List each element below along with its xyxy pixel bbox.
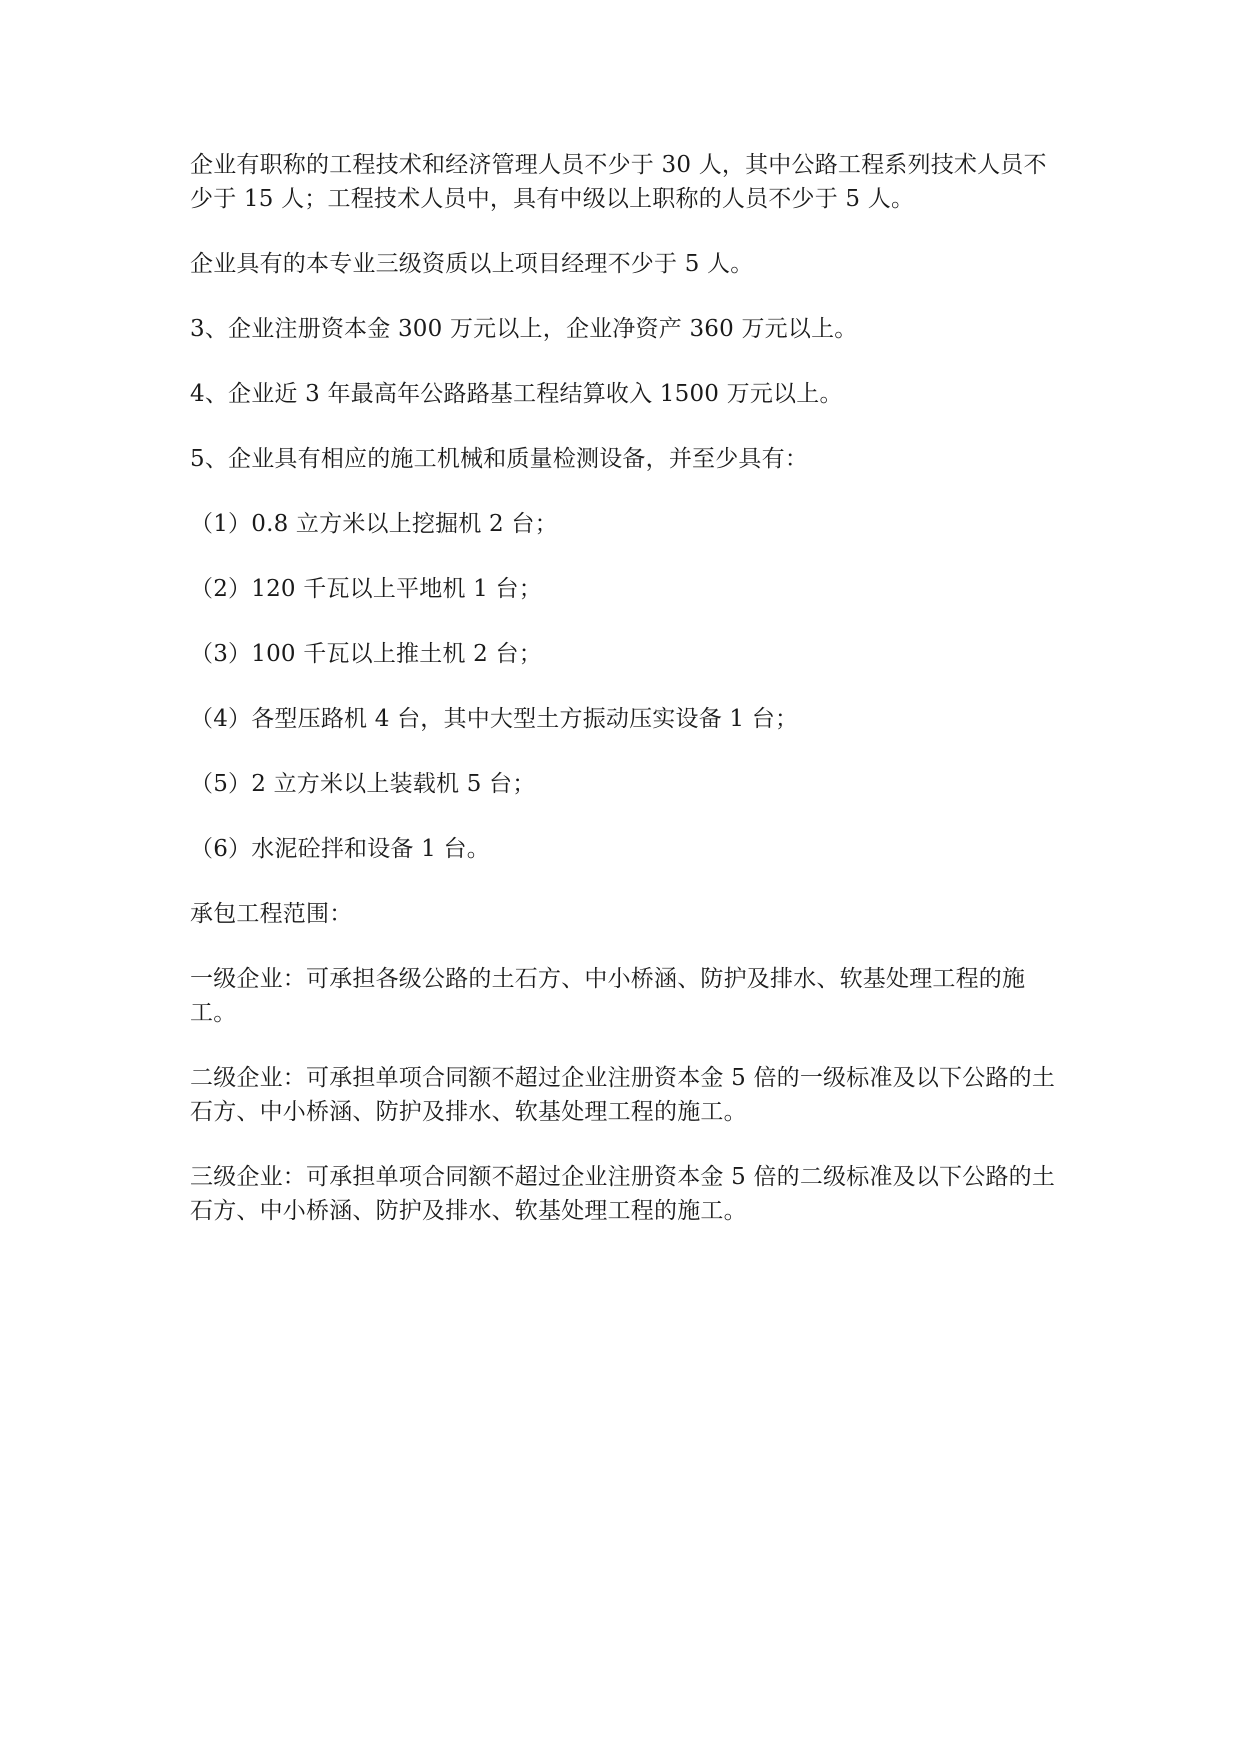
paragraph-registered-capital: 3、企业注册资本金 300 万元以上，企业净资产 360 万元以上。: [190, 316, 858, 342]
paragraph-grade-3-scope: 三级企业：可承担单项合同额不超过企业注册资本金 5 倍的二级标准及以下公路的土石方、中小桥涵、防护及排水、软基处理工程的施工。: [190, 1164, 1056, 1224]
equipment-item-2: （2）120 千瓦以上平地机 1 台；: [190, 576, 542, 602]
paragraph-project-managers: 企业具有的本专业三级资质以上项目经理不少于 5 人。: [190, 251, 754, 277]
document-body: [190, 148, 1060, 1259]
equipment-item-3: （3）100 千瓦以上推土机 2 台；: [190, 641, 542, 667]
paragraph-scope-heading: 承包工程范围：: [190, 901, 353, 927]
equipment-item-4: （4）各型压路机 4 台，其中大型土方振动压实设备 1 台；: [190, 706, 799, 732]
equipment-item-6: （6）水泥砼拌和设备 1 台。: [190, 836, 490, 862]
paragraph-settlement-income: 4、企业近 3 年最高年公路路基工程结算收入 1500 万元以上。: [190, 381, 843, 407]
equipment-item-5: （5）2 立方米以上装载机 5 台；: [190, 771, 536, 797]
paragraph-equipment-intro: 5、企业具有相应的施工机械和质量检测设备，并至少具有：: [190, 446, 809, 472]
equipment-item-1: （1）0.8 立方米以上挖掘机 2 台；: [190, 511, 558, 537]
paragraph-grade-1-scope: 一级企业：可承担各级公路的土石方、中小桥涵、防护及排水、软基处理工程的施工。: [190, 966, 1026, 1026]
paragraph-staff-requirements: 企业有职称的工程技术和经济管理人员不少于 30 人，其中公路工程系列技术人员不少于 15 人；工程技术人员中，具有中级以上职称的人员不少于 5 人。: [190, 152, 1047, 212]
paragraph-grade-2-scope: 二级企业：可承担单项合同额不超过企业注册资本金 5 倍的一级标准及以下公路的土石方、中小桥涵、防护及排水、软基处理工程的施工。: [190, 1065, 1056, 1125]
